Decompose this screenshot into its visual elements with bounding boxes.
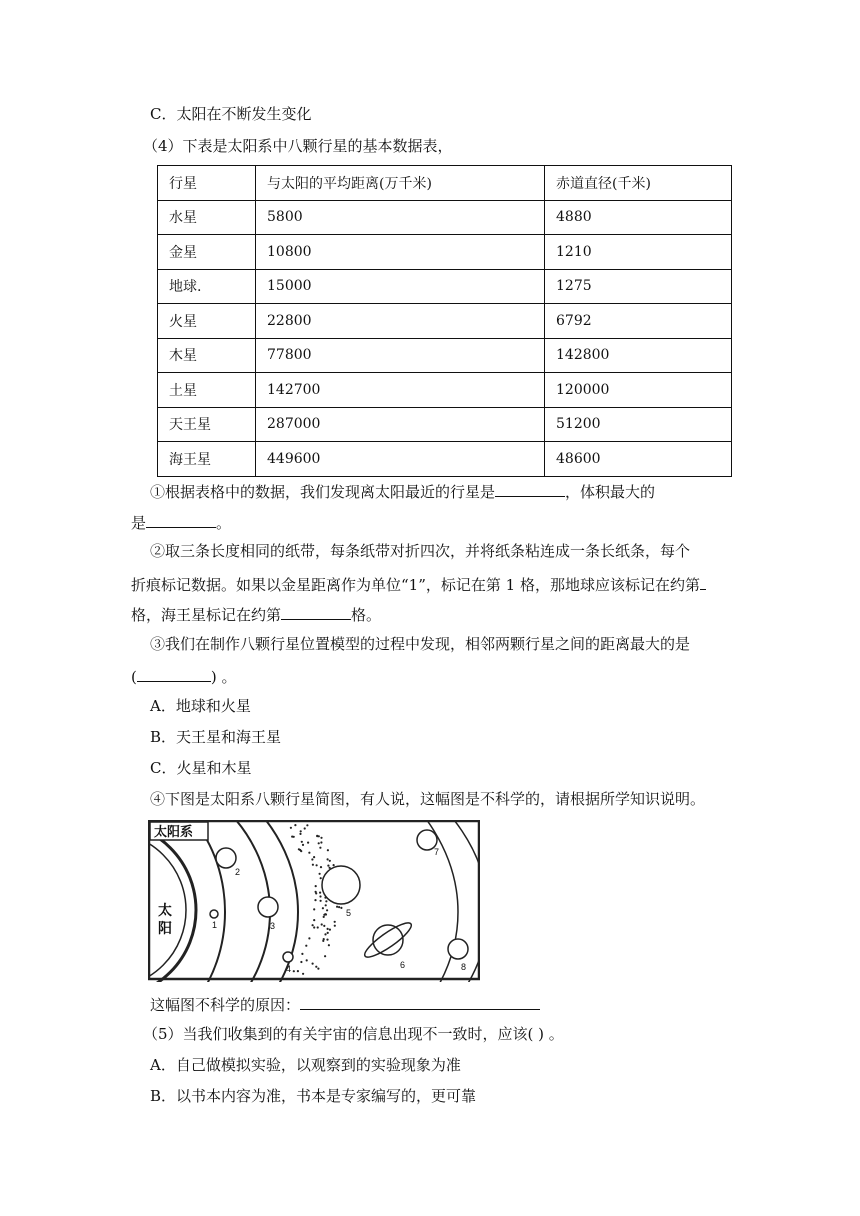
- asteroid-dot: [300, 961, 302, 963]
- table-row: [158, 269, 732, 304]
- table-cell: 449600: [256, 442, 545, 477]
- asteroid-dot: [318, 842, 320, 844]
- asteroid-dot: [304, 827, 306, 829]
- asteroid-dot: [315, 885, 317, 887]
- asteroid-dot: [320, 841, 322, 843]
- asteroid-dot: [327, 932, 329, 934]
- option-b: B．以书本内容为准，书本是专家编写的，更可靠: [150, 1087, 477, 1105]
- table-cell: 1210: [545, 235, 732, 270]
- asteroid-dot: [334, 921, 336, 923]
- planet-3: [258, 897, 278, 917]
- asteroid-dot: [327, 858, 329, 860]
- table-cell: 120000: [545, 373, 732, 408]
- planet-2: [216, 848, 236, 868]
- planet-8: [448, 939, 468, 959]
- asteroid-dot: [308, 852, 310, 854]
- asteroid-dot: [324, 955, 326, 957]
- asteroid-dot: [301, 953, 303, 955]
- table-cell: 22800: [256, 304, 545, 339]
- table-cell: 天王星: [158, 407, 256, 442]
- sub-question-2-line3: 格，海王星标记在约第 格。: [131, 603, 381, 625]
- table-cell: 287000: [256, 407, 545, 442]
- asteroid-dot: [327, 928, 329, 930]
- table-header-row: [158, 166, 732, 201]
- asteroid-dot: [338, 906, 340, 908]
- asteroid-dot: [340, 907, 342, 909]
- asteroid-dot: [319, 847, 321, 849]
- asteroid-dot: [313, 919, 315, 921]
- asteroid-dot: [294, 824, 296, 826]
- asteroid-dot: [323, 925, 325, 927]
- sub-question-3-line1: ③我们在制作八颗行星位置模型的过程中发现，相邻两颗行星之间的距离最大的是: [150, 635, 691, 653]
- answer-blank[interactable]: [700, 573, 706, 590]
- table-cell: 土星: [158, 373, 256, 408]
- asteroid-dot: [299, 833, 301, 835]
- asteroid-dot: [321, 923, 323, 925]
- asteroid-dot: [325, 900, 327, 902]
- answer-blank[interactable]: [300, 993, 540, 1010]
- diagram-title: 太阳系: [154, 824, 194, 839]
- sub-question-2-line1: ②取三条长度相同的纸带，每条纸带对折四次，并将纸条粘连成一条长纸条，每个: [150, 542, 691, 560]
- asteroid-dot: [306, 959, 308, 961]
- sun-label-2: 阳: [158, 920, 172, 936]
- planet-label-8: 8: [461, 962, 467, 972]
- asteroid-dot: [333, 864, 335, 866]
- asteroid-dot: [328, 944, 330, 946]
- sub-question-2-line2: 折痕标记数据。如果以金星距离作为单位“1”，标记在第 1 格，那地球应该标记在约第: [131, 573, 706, 595]
- column-header: 与太阳的平均距离(万千米): [256, 166, 545, 201]
- sun-label-1: 太: [158, 902, 172, 918]
- option-a: A．地球和火星: [150, 697, 251, 715]
- asteroid-dot: [312, 864, 314, 866]
- sub-question-3-line2: ( ) 。: [131, 665, 236, 687]
- asteroid-dot: [317, 968, 319, 970]
- asteroid-dot: [300, 830, 302, 832]
- planet-data-table: [157, 165, 732, 477]
- asteroid-dot: [325, 913, 327, 915]
- table-row: [158, 373, 732, 408]
- column-header: 行星: [158, 166, 256, 201]
- asteroid-dot: [316, 864, 318, 866]
- asteroid-dot: [313, 856, 315, 858]
- asteroid-dot: [298, 848, 300, 850]
- answer-blank[interactable]: [137, 665, 211, 682]
- asteroid-dot: [320, 837, 322, 839]
- table-cell: 142700: [256, 373, 545, 408]
- table-cell: 4880: [545, 200, 732, 235]
- asteroid-dot: [320, 877, 322, 879]
- option-c: C．太阳在不断发生变化: [150, 105, 312, 123]
- asteroid-dot: [320, 866, 322, 868]
- table-cell: 142800: [545, 338, 732, 373]
- table-cell: 6792: [545, 304, 732, 339]
- planet-1: [210, 910, 218, 918]
- asteroid-dot: [334, 925, 336, 927]
- asteroid-dot: [323, 916, 325, 918]
- table-cell: 15000: [256, 269, 545, 304]
- table-cell: 5800: [256, 200, 545, 235]
- table-cell: 51200: [545, 407, 732, 442]
- asteroid-dot: [314, 899, 316, 901]
- asteroid-dot: [336, 906, 338, 908]
- asteroid-dot: [306, 824, 308, 826]
- asteroid-dot: [320, 900, 322, 902]
- planet-4: [283, 952, 293, 962]
- answer-blank[interactable]: [281, 603, 351, 620]
- asteroid-dot: [308, 937, 310, 939]
- asteroid-dot: [316, 835, 318, 837]
- asteroid-dot: [301, 841, 303, 843]
- planet-label-4: 4: [286, 964, 292, 974]
- asteroid-dot: [325, 904, 327, 906]
- table-cell: 1275: [545, 269, 732, 304]
- asteroid-dot: [322, 907, 324, 909]
- reason-line: 这幅图不科学的原因：: [150, 993, 540, 1015]
- asteroid-dot: [313, 926, 315, 928]
- asteroid-dot: [329, 860, 331, 862]
- table-row: [158, 200, 732, 235]
- asteroid-dot: [324, 933, 326, 935]
- table-cell: 10800: [256, 235, 545, 270]
- planet-label-3: 3: [270, 921, 276, 931]
- option-a: A．自己做模拟实验，以观察到的实验现象为准: [150, 1056, 461, 1074]
- asteroid-dot: [329, 929, 331, 931]
- asteroid-dot: [326, 909, 328, 911]
- planet-label-6: 6: [400, 960, 406, 970]
- asteroid-dot: [293, 836, 295, 838]
- table-row: [158, 304, 732, 339]
- table-row: [158, 235, 732, 270]
- sub-question-1-cont: 是 。: [131, 511, 231, 533]
- table-cell: 金星: [158, 235, 256, 270]
- table-cell: 77800: [256, 338, 545, 373]
- table-row: [158, 338, 732, 373]
- planet-label-1: 1: [212, 920, 218, 930]
- asteroid-dot: [293, 970, 295, 972]
- asteroid-dot: [319, 873, 321, 875]
- planet-5: [322, 866, 360, 904]
- table-cell: 海王星: [158, 442, 256, 477]
- asteroid-dot: [326, 939, 328, 941]
- column-header: 赤道直径(千米): [545, 166, 732, 201]
- planet-label-2: 2: [235, 867, 241, 877]
- table-cell: 水星: [158, 200, 256, 235]
- option-b: B．天王星和海王星: [150, 728, 282, 746]
- asteroid-dot: [307, 842, 309, 844]
- table-row: [158, 442, 732, 477]
- question-4-intro: （4）下表是太阳系中八颗行星的基本数据表，: [143, 137, 453, 155]
- asteroid-dot: [317, 926, 319, 928]
- asteroid-dot: [290, 827, 292, 829]
- asteroid-dot: [315, 891, 317, 893]
- table-cell: 48600: [545, 442, 732, 477]
- planet-label-7: 7: [434, 847, 440, 857]
- option-c: C．火星和木星: [150, 759, 252, 777]
- asteroid-dot: [327, 849, 329, 851]
- asteroid-dot: [302, 973, 304, 975]
- asteroid-dot: [327, 865, 329, 867]
- asteroid-dot: [311, 858, 313, 860]
- table-cell: 地球.: [158, 269, 256, 304]
- asteroid-dot: [312, 963, 314, 965]
- asteroid-dot: [323, 938, 325, 940]
- asteroid-dot: [312, 924, 314, 926]
- asteroid-dot: [297, 970, 299, 972]
- table-cell: 木星: [158, 338, 256, 373]
- planet-label-5: 5: [346, 908, 352, 918]
- table-row: [158, 407, 732, 442]
- answer-blank[interactable]: [146, 511, 216, 528]
- asteroid-dot: [319, 895, 321, 897]
- sub-question-1: ①根据表格中的数据，我们发现离太阳最近的行星是 ，体积最大的: [150, 480, 655, 502]
- answer-blank[interactable]: [495, 480, 565, 497]
- table-cell: 火星: [158, 304, 256, 339]
- asteroid-dot: [305, 945, 307, 947]
- asteroid-dot: [319, 892, 321, 894]
- sub-question-4: ④下图是太阳系八颗行星简图，有人说，这幅图是不科学的，请根据所学知识说明。: [150, 790, 706, 808]
- asteroid-dot: [302, 844, 304, 846]
- question-5: （5）当我们收集到的有关宇宙的信息出现不一致时，应该( ) 。: [143, 1025, 564, 1043]
- asteroid-dot: [315, 966, 317, 968]
- solar-system-diagram: [148, 820, 480, 982]
- asteroid-dot: [313, 908, 315, 910]
